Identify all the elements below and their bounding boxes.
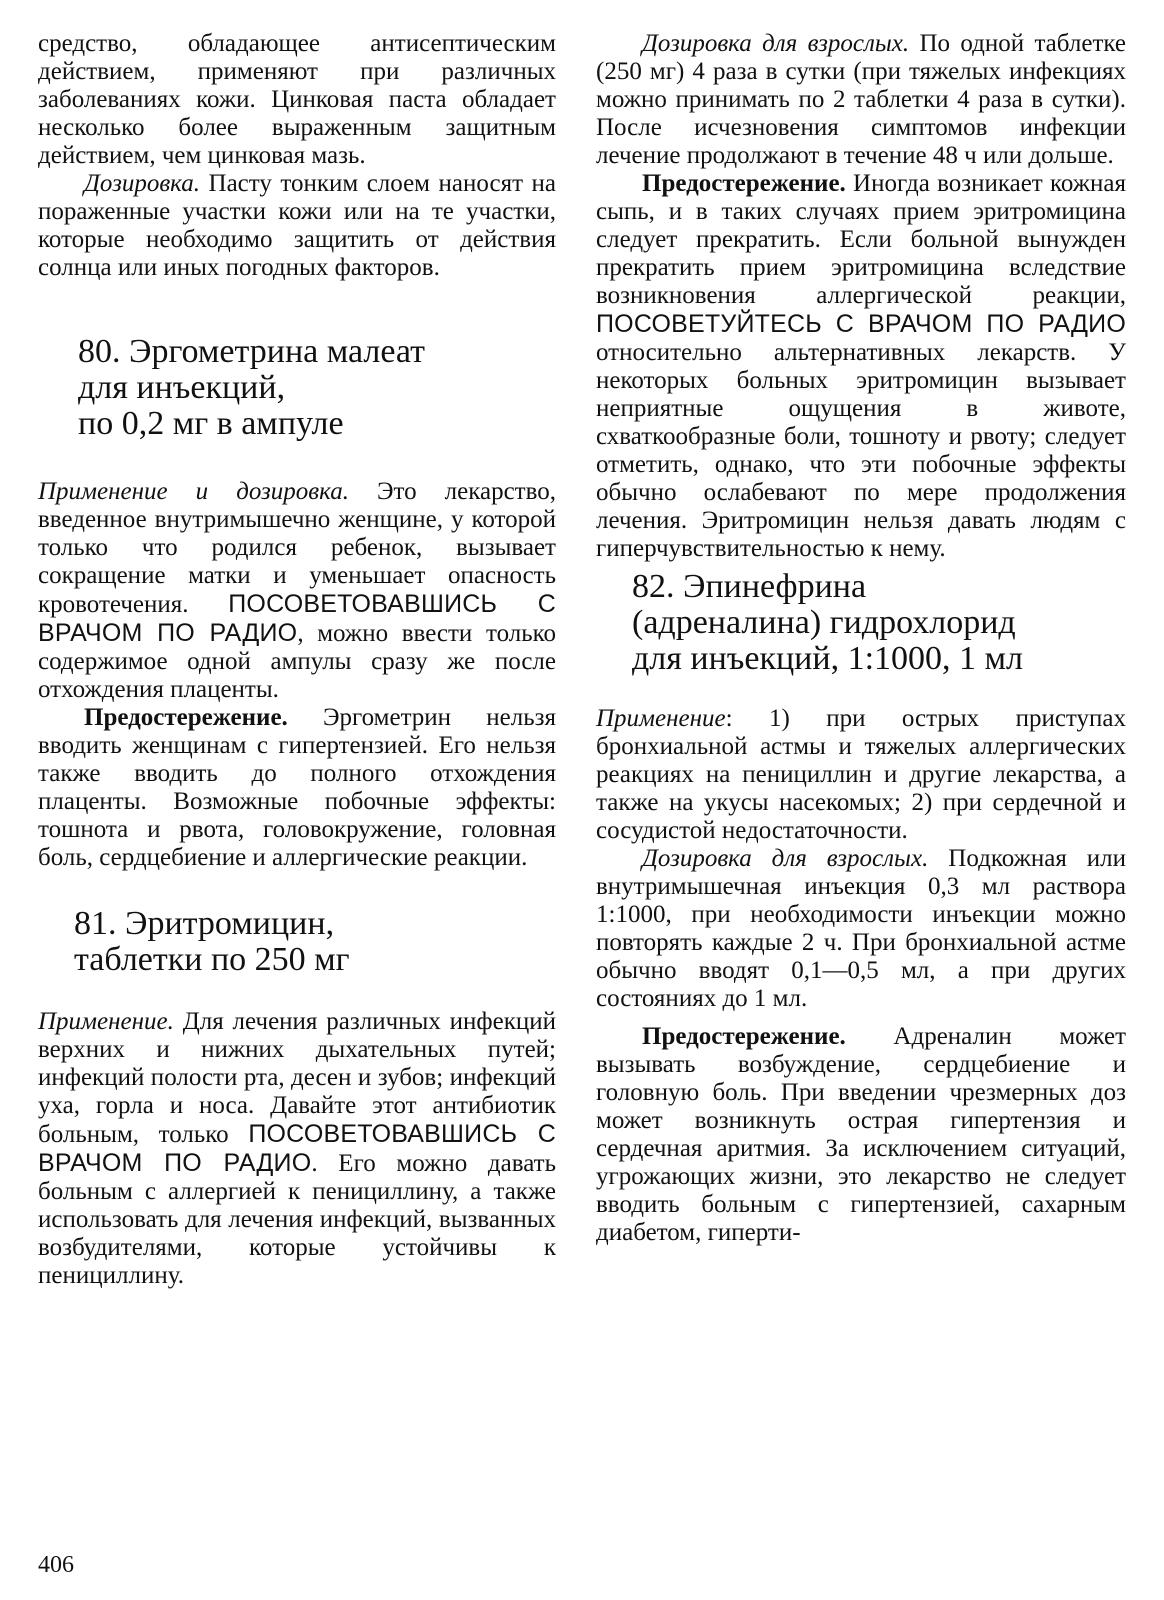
heading-line: 81. Эритромицин, xyxy=(74,905,335,942)
heading-line: для инъекций, xyxy=(78,369,286,406)
text: Подкожная или внутримышечная инъекция 0,3 мл раствора 1:1000, при необходимости инъекции можно повторять каждые 2 ч. При бронхиальной астме обычно вводят 0,1—0,5 мл, а при других состояниях до 1 мл. xyxy=(596,845,1126,1012)
dosage-lead: Дозировка для взрослых. xyxy=(642,845,929,872)
paragraph xyxy=(38,478,556,704)
page-number: 406 xyxy=(38,1552,74,1578)
warning-lead: Предостережение. xyxy=(642,170,846,197)
paragraph xyxy=(38,1008,556,1290)
paragraph xyxy=(38,704,556,872)
dosage-lead: Дозировка для взрослых. xyxy=(642,30,910,57)
paragraph xyxy=(596,30,1126,170)
usage-lead: Применение. xyxy=(38,1008,174,1035)
text: Для лечения различных инфекций верхних и нижних дыхательных путей; инфекций полости рта, десен и зубов; инфекций уха, горла и носа. Давайте этот антибиотик больным, только xyxy=(38,1008,556,1148)
section-heading-81 xyxy=(38,906,556,978)
radio-consult-caps: ПОСОВЕТОВАВШИСЬ С ВРАЧОМ ПО РАДИО xyxy=(38,1120,556,1177)
text: Пасту тонким слоем наносят на пораженные участки кожи или на те участки, которые необходимо защитить от действия солнца или иных погодных факторов. xyxy=(38,170,556,281)
paragraph xyxy=(38,170,556,282)
text: Это лекарство, введенное внутримышечно женщине, у которой только что родился ребенок, вызывает сокращение матки и уменьшает опасность кровотечения. xyxy=(38,478,556,618)
text: Адреналин может вызывать возбуждение, сердцебиение и головную боль. При введении чрезмерных доз может возникнуть острая гипертензия и сердечная аритмия. За исключением ситуаций, угрожающих жизни, это лекарство не следует вводить больным с гипертензией, сахарным диабетом, гиперти- xyxy=(596,1023,1126,1246)
paragraph xyxy=(596,1023,1126,1247)
radio-consult-caps: ПОСОВЕТУЙТЕСЬ С ВРАЧОМ ПО РАДИО xyxy=(596,310,1126,338)
left-column xyxy=(38,30,556,1290)
text: Иногда возникает кожная сыпь, и в таких случаях прием эритромицина следует прекратить. Если больной вынужден прекратить прием эритромицина вследствие возникновения аллергической реакции, xyxy=(596,170,1126,309)
heading-line: таблетки по 250 мг xyxy=(74,941,350,978)
text: : 1) при острых приступах бронхиальной астмы и тяжелых аллергических реакциях на пенициллин и другие лекарства, а также на укусы насекомых; 2) при сердечной и сосудистой недостаточности. xyxy=(596,705,1126,844)
paragraph: средство, обладающее антисептическим действием, применяют при различных заболеваниях кожи. Цинковая паста обладает несколько более выраженным защитным действием, чем цинковая мазь. xyxy=(38,30,556,169)
heading-line: для инъекций, 1:1000, 1 мл xyxy=(632,640,1023,677)
warning-lead: Предостережение. xyxy=(642,1023,846,1050)
usage-lead: Применение xyxy=(596,705,726,732)
text: , можно ввести только содержимое одной ампулы сразу же после отхождения плаценты. xyxy=(38,620,556,703)
radio-consult-caps: ПОСОВЕТОВАВШИСЬ С ВРАЧОМ ПО РАДИО xyxy=(38,590,556,647)
heading-line: 80. Эргометрина малеат xyxy=(78,333,425,370)
section-heading-82 xyxy=(596,569,1126,677)
section-heading-80 xyxy=(38,334,556,442)
paragraph xyxy=(596,705,1126,845)
heading-line: 82. Эпинефрина xyxy=(632,568,867,605)
right-column xyxy=(596,30,1126,1247)
text: По одной таблетке (250 мг) 4 раза в сутки (при тяжелых инфекциях можно принимать по 2 таблетки 4 раза в сутки). После исчезновения симптомов инфекции лечение продолжают в течение 48 ч или дольше. xyxy=(596,30,1126,169)
text: Эргометрин нельзя вводить женщинам с гипертензией. Его нельзя также вводить до полного отхождения плаценты. Возможные побочные эффекты: тошнота и рвота, головокружение, головная боль, сердцебиение и аллергические реакции. xyxy=(38,704,556,871)
usage-lead: Применение и дозировка. xyxy=(38,478,349,505)
text: . Его можно давать больным с аллергией к пенициллину, а также использовать для лечения инфекций, вызванных возбудителями, которые устойчивы к пенициллину. xyxy=(38,1150,556,1289)
paragraph xyxy=(596,170,1126,563)
heading-line: по 0,2 мг в ампуле xyxy=(78,405,344,442)
heading-line: (адреналина) гидрохлорид xyxy=(632,604,1016,641)
dosage-lead: Дозировка. xyxy=(84,170,201,197)
warning-lead: Предостережение. xyxy=(84,704,288,731)
text: относительно альтернативных лекарств. У некоторых больных эритромицин вызывает неприятные ощущения в животе, схваткообразные боли, тошноту и рвоту; следует отметить, однако, что эти побочные эффекты обычно ослабевают по мере продолжения лечения. Эритромицин нельзя давать людям с гиперчувствительностью к нему. xyxy=(596,339,1126,562)
paragraph xyxy=(596,845,1126,1013)
